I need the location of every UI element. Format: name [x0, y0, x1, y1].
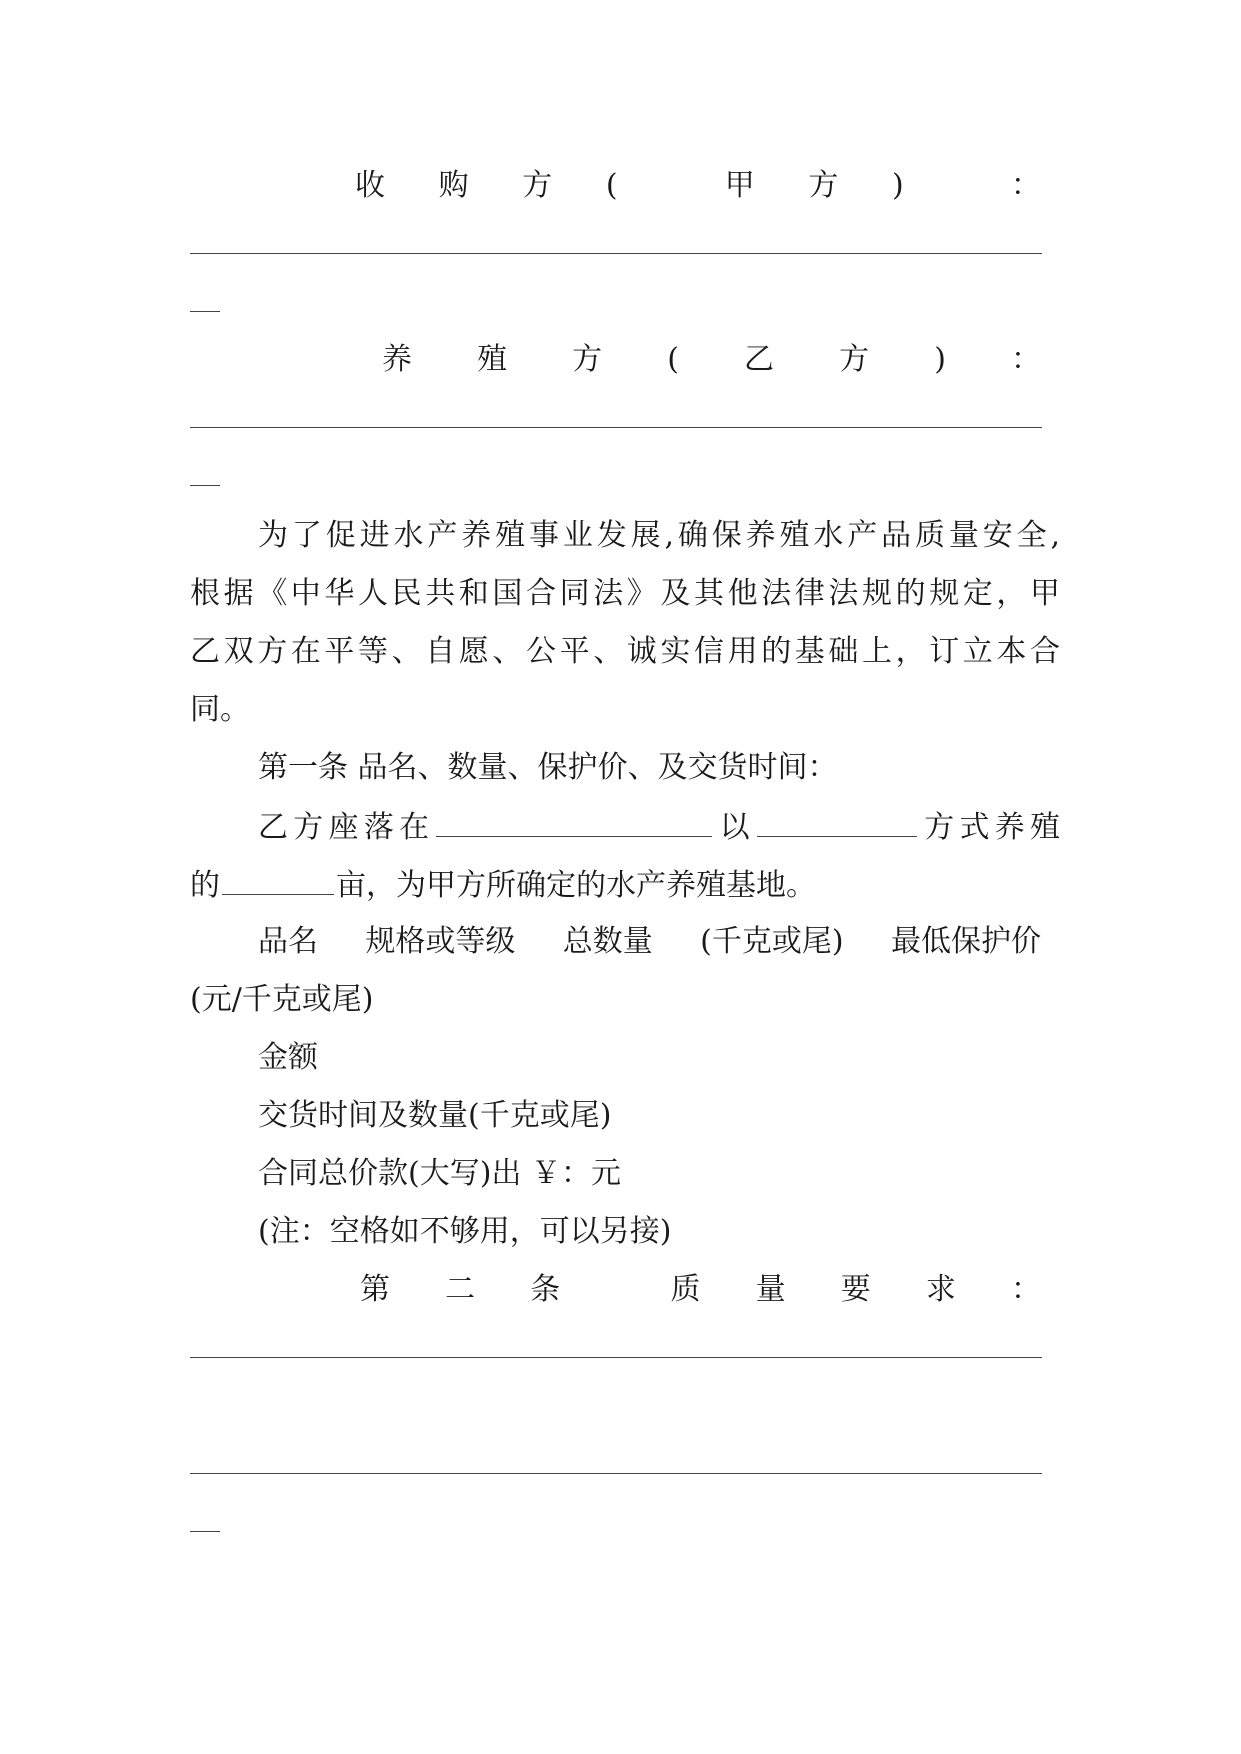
buyer-char: (: [605, 168, 618, 203]
location-mid: 以: [714, 810, 755, 845]
buyer-char: 方: [808, 168, 839, 203]
farmer-char: 方: [572, 342, 603, 377]
intro-line-2: 根据《中华人民共和国合同法》及其他法律法规的规定，甲: [190, 576, 1060, 611]
buyer-fill-rule: [190, 253, 1042, 254]
farmer-char: 殖: [477, 342, 508, 377]
article2-char: 量: [755, 1272, 786, 1307]
col-spec: 规格或等级: [365, 924, 516, 959]
article2-heading: [360, 1270, 1041, 1310]
buyer-fill-rule-tail: [190, 311, 220, 312]
buyer-party-line: [355, 166, 1041, 206]
table-header-line-2: (元/千克或尾): [190, 982, 374, 1017]
farmer-char: 乙: [744, 342, 775, 377]
farmer-char: ): [934, 342, 946, 377]
intro-line-3: 乙双方在平等、自愿、公平、诚实信用的基础上，订立本合: [190, 634, 1060, 669]
method-blank[interactable]: [757, 806, 917, 837]
buyer-char: 购: [438, 168, 469, 203]
article1-area-line: [190, 864, 1060, 906]
article2-char: 质: [670, 1272, 701, 1307]
location-blank[interactable]: [436, 806, 712, 837]
farmer-char: (: [667, 342, 679, 377]
buyer-char: 方: [522, 168, 553, 203]
farmer-party-line: [382, 340, 1041, 380]
area-blank[interactable]: [222, 864, 334, 895]
location-suffix: 方式养殖: [918, 810, 1061, 845]
article2-char: 条: [530, 1272, 561, 1307]
article2-char: 二: [445, 1272, 476, 1307]
buyer-char: 甲: [724, 168, 755, 203]
buyer-char: 收: [355, 168, 385, 203]
farmer-fill-rule-tail: [190, 485, 220, 486]
article1-location-line: [190, 806, 1060, 848]
col-qty: 总数量: [562, 924, 653, 959]
article2-char: 求: [925, 1272, 956, 1307]
location-prefix: 乙方座落在: [258, 810, 435, 845]
col-unit: (千克或尾): [700, 924, 844, 959]
farmer-char: 方: [839, 342, 870, 377]
col-min-price: 最低保护价: [890, 924, 1041, 959]
intro-line-4: 同。: [190, 692, 250, 727]
delivery-label: 交货时间及数量(千克或尾): [258, 1098, 612, 1133]
article2-char: 要: [840, 1272, 871, 1307]
intro-line-1: 为了促进水产养殖事业发展,确保养殖水产品质量安全,: [258, 518, 1060, 553]
article2-char: 第: [360, 1272, 390, 1307]
buyer-char: ): [891, 168, 904, 203]
article2-char: ：: [1011, 1272, 1041, 1307]
quality-fill-rule-tail: [190, 1531, 220, 1532]
total-price-label: 合同总价款(大写)出 ￥：元: [258, 1156, 621, 1191]
farmer-fill-rule: [190, 427, 1042, 428]
article1-heading: 第一条 品名、数量、保护价、及交货时间：: [258, 750, 838, 785]
area-prefix: 的: [190, 868, 220, 903]
farmer-char: 养: [382, 342, 412, 377]
note-label: (注：空格如不够用，可以另接): [258, 1214, 672, 1249]
buyer-char: ：: [1010, 168, 1041, 203]
amount-label: 金额: [258, 1040, 318, 1075]
farmer-char: ：: [1010, 342, 1041, 377]
col-name: 品名: [258, 924, 318, 959]
quality-fill-rule-1: [190, 1357, 1042, 1358]
table-header-line: [258, 922, 1041, 962]
area-suffix: 亩，为甲方所确定的水产养殖基地。: [336, 868, 816, 903]
quality-fill-rule-2: [190, 1473, 1042, 1474]
